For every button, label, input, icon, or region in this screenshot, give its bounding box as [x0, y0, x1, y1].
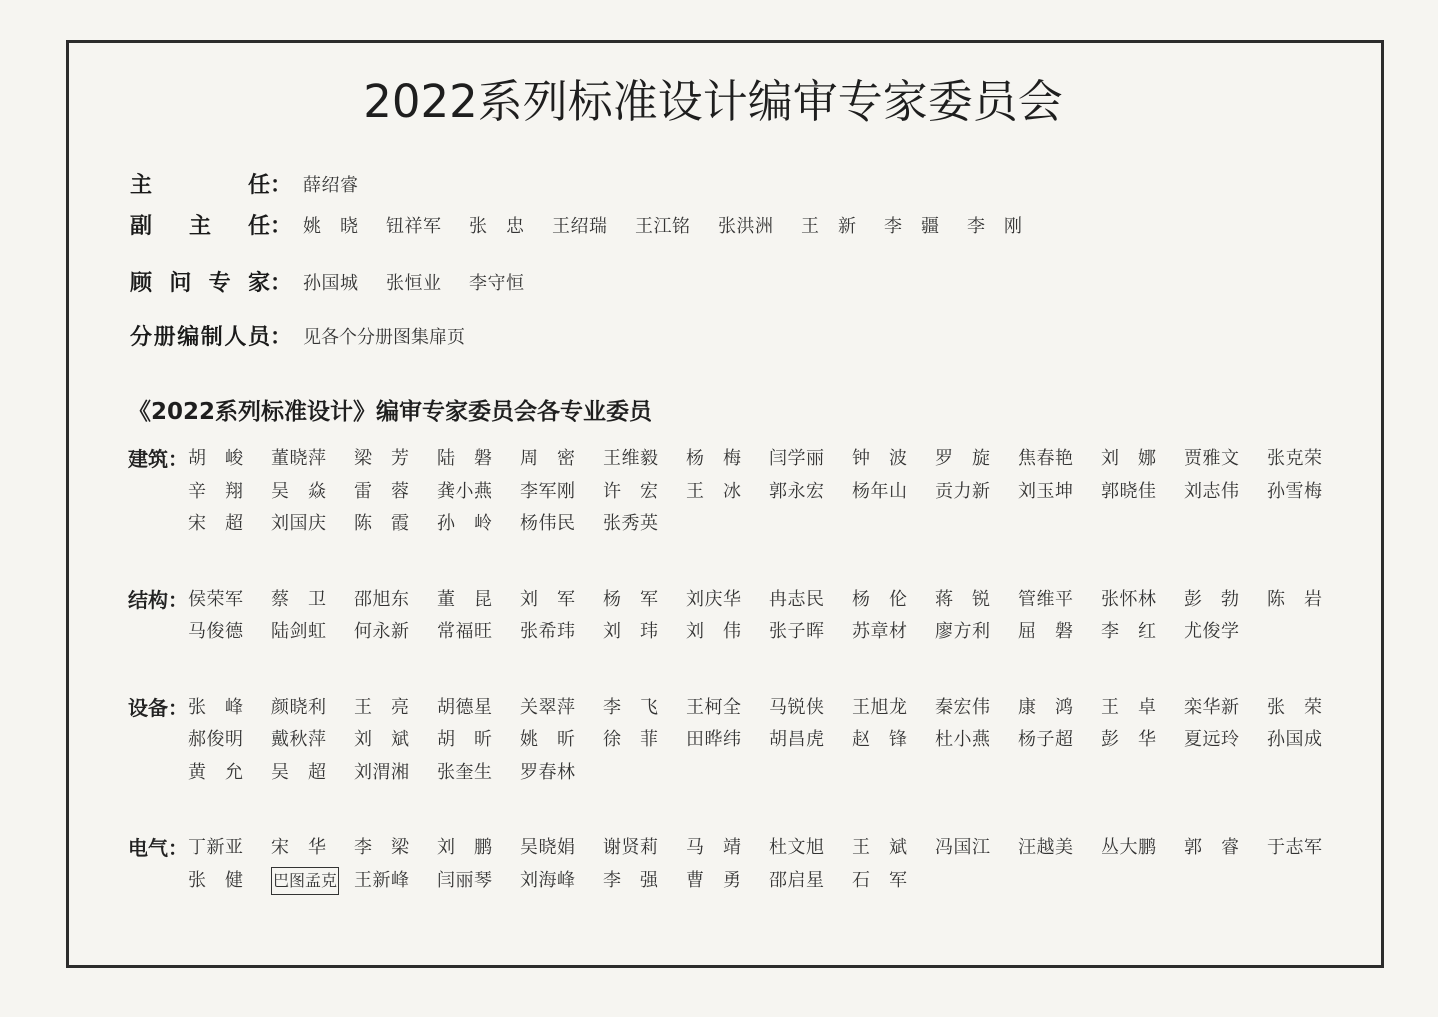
leader-name: 李守恒 — [469, 273, 524, 294]
member-name: 陈霞 — [354, 513, 409, 534]
member-name: 孙国成 — [1267, 729, 1322, 750]
leader-names — [303, 270, 552, 298]
member-name: 焦春艳 — [1018, 448, 1073, 469]
member-name: 龚小燕 — [437, 480, 492, 502]
leader-name: 王江铭 — [635, 216, 690, 237]
member-name: 郭永宏 — [769, 480, 824, 502]
member-name: 张荣 — [1267, 696, 1322, 718]
member-name: 丁新亚 — [188, 837, 243, 858]
group-rows — [188, 832, 1350, 897]
member-name: 于志军 — [1267, 837, 1322, 858]
member-name: 徐菲 — [603, 729, 658, 750]
member-name: 邵启星 — [769, 869, 824, 891]
member-name: 董昆 — [437, 588, 492, 610]
member-name: 杨子超 — [1018, 729, 1073, 750]
leader-colon: ： — [270, 173, 293, 198]
member-name: 杜小燕 — [935, 729, 990, 750]
member-name: 陈岩 — [1267, 588, 1322, 610]
group-rows — [188, 692, 1350, 790]
name-row — [188, 692, 1350, 725]
member-name: 秦宏伟 — [935, 696, 990, 718]
member-name: 杨年山 — [852, 480, 907, 502]
member-name: 张克荣 — [1267, 448, 1322, 469]
member-name: 刘志伟 — [1184, 480, 1239, 502]
leader-colon: ： — [270, 271, 293, 296]
leader-label: 分册编制人员 — [130, 325, 270, 350]
member-name: 王斌 — [852, 837, 907, 858]
section-heading: 《2022系列标准设计》编审专家委员会各专业委员 — [128, 399, 653, 425]
member-name: 董晓萍 — [271, 448, 326, 469]
member-name: 张怀林 — [1101, 588, 1156, 610]
member-name: 闫丽琴 — [437, 869, 492, 891]
member-name: 刘庆华 — [686, 588, 741, 610]
group-equipment — [128, 692, 1350, 790]
member-name: 贡力新 — [935, 480, 990, 502]
name-row — [188, 757, 1350, 790]
member-name: 赵锋 — [852, 729, 907, 750]
member-name: 陆剑虹 — [271, 621, 326, 642]
member-name: 吴晓娟 — [520, 837, 575, 858]
member-name: 宋超 — [188, 513, 243, 534]
member-name: 廖方利 — [935, 621, 990, 642]
member-name: 屈磐 — [1018, 621, 1073, 642]
name-row — [188, 832, 1350, 865]
name-row — [188, 584, 1350, 617]
member-name: 梁芳 — [354, 448, 409, 469]
member-name: 姚昕 — [520, 729, 575, 750]
name-row — [188, 508, 1350, 541]
member-name: 陆磐 — [437, 448, 492, 469]
member-name: 刘国庆 — [271, 513, 326, 534]
name-row — [188, 476, 1350, 509]
leader-row-director — [0, 172, 1400, 200]
leader-row-deputy-director — [0, 213, 1400, 241]
member-name: 张希玮 — [520, 621, 575, 642]
member-name: 石军 — [852, 869, 907, 891]
leader-name: 李疆 — [884, 216, 939, 237]
member-name: 胡昌虎 — [769, 729, 824, 750]
member-name: 王柯全 — [686, 696, 741, 718]
group-rows — [188, 584, 1350, 649]
leader-name: 张洪洲 — [718, 216, 773, 237]
leader-name: 孙国城 — [303, 273, 358, 294]
member-name: 张峰 — [188, 696, 243, 718]
member-name: 侯荣军 — [188, 588, 243, 610]
member-name: 罗旋 — [935, 448, 990, 469]
member-name: 戴秋萍 — [271, 729, 326, 750]
member-name: 马靖 — [686, 837, 741, 858]
member-name: 冯国江 — [935, 837, 990, 858]
member-name: 苏章材 — [852, 621, 907, 642]
leader-name: 钮祥军 — [386, 216, 441, 237]
leader-names — [303, 213, 1050, 241]
member-name: 吴焱 — [271, 480, 326, 502]
member-name: 贾雅文 — [1184, 448, 1239, 469]
member-name: 刘军 — [520, 588, 575, 610]
member-name: 谢贤莉 — [603, 837, 658, 858]
name-row — [188, 724, 1350, 757]
leader-name: 李刚 — [967, 216, 1022, 237]
member-name: 关翠萍 — [520, 696, 575, 718]
member-name: 吴超 — [271, 761, 326, 783]
member-name: 孙雪梅 — [1267, 480, 1322, 502]
leader-name: 薛绍睿 — [303, 175, 358, 196]
member-name: 张奎生 — [437, 761, 492, 783]
page-title: 2022系列标准设计编审专家委员会 — [363, 75, 1063, 128]
member-name: 马俊德 — [188, 621, 243, 642]
leader-name: 张忠 — [469, 216, 524, 237]
leader-label: 副主任 — [130, 214, 270, 239]
member-name: 李梁 — [354, 837, 409, 858]
name-row — [188, 443, 1350, 476]
member-name: 刘渭湘 — [354, 761, 409, 783]
member-name: 曹勇 — [686, 869, 741, 891]
group-label: 电气： — [128, 836, 188, 860]
member-name: 杨军 — [603, 588, 658, 610]
member-name: 许宏 — [603, 480, 658, 502]
members-list — [128, 443, 1350, 897]
name-row — [188, 616, 1350, 649]
member-name: 刘玮 — [603, 621, 658, 642]
member-name: 辛翔 — [188, 480, 243, 502]
member-name: 夏远玲 — [1184, 729, 1239, 750]
member-name: 郭晓佳 — [1101, 480, 1156, 502]
member-name: 刘海峰 — [520, 869, 575, 891]
group-label: 建筑： — [128, 447, 188, 471]
member-name: 王新峰 — [354, 869, 409, 891]
member-name: 李军刚 — [520, 480, 575, 502]
leader-label: 主任 — [130, 173, 270, 198]
member-name: 常福旺 — [437, 621, 492, 642]
member-name: 颜晓利 — [271, 696, 326, 718]
member-name: 丛大鹏 — [1101, 837, 1156, 858]
member-name: 康鸿 — [1018, 696, 1073, 718]
leader-name: 王新 — [801, 216, 856, 237]
member-name: 郝俊明 — [188, 729, 243, 750]
leader-names — [303, 172, 386, 200]
leader-name: 张恒业 — [386, 273, 441, 294]
member-name: 杨伟民 — [520, 513, 575, 534]
member-name: 周密 — [520, 448, 575, 469]
leader-row-volume-editors — [0, 324, 1400, 352]
group-structure — [128, 584, 1350, 649]
member-name: 张子晖 — [769, 621, 824, 642]
member-name: 刘伟 — [686, 621, 741, 642]
member-name: 刘鹏 — [437, 837, 492, 858]
member-name: 王维毅 — [603, 448, 658, 469]
member-name: 李飞 — [603, 696, 658, 718]
member-name: 汪越美 — [1018, 837, 1073, 858]
member-name: 王旭龙 — [852, 696, 907, 718]
group-architecture — [128, 443, 1350, 541]
member-name: 孙岭 — [437, 513, 492, 534]
member-name: 王亮 — [354, 696, 409, 718]
member-name: 栾华新 — [1184, 696, 1239, 718]
member-name: 张秀英 — [603, 513, 658, 534]
member-name: 胡德星 — [437, 696, 492, 718]
member-name: 胡昕 — [437, 729, 492, 750]
leader-note: 见各个分册图集扉页 — [303, 327, 465, 348]
member-name: 杨伦 — [852, 588, 907, 610]
group-label: 设备： — [128, 695, 188, 720]
member-name: 巴图孟克 — [271, 867, 339, 895]
member-name: 雷蓉 — [354, 480, 409, 502]
leader-colon: ： — [270, 325, 293, 350]
member-name: 何永新 — [354, 621, 409, 642]
leader-name: 姚晓 — [303, 216, 358, 237]
member-name: 刘斌 — [354, 729, 409, 750]
name-row — [188, 865, 1350, 898]
member-name: 杨梅 — [686, 448, 741, 469]
member-name: 蔡卫 — [271, 588, 326, 610]
member-name: 尤俊学 — [1184, 621, 1239, 642]
group-rows — [188, 443, 1350, 541]
member-name: 田晔纬 — [686, 729, 741, 750]
leader-label: 顾问专家 — [130, 271, 270, 296]
member-name: 张健 — [188, 869, 243, 891]
leader-colon: ： — [270, 214, 293, 239]
member-name: 郭睿 — [1184, 837, 1239, 858]
member-name: 闫学丽 — [769, 448, 824, 469]
member-name: 罗春林 — [520, 761, 575, 783]
member-name: 马锐侠 — [769, 696, 824, 718]
member-name: 彭华 — [1101, 729, 1156, 750]
member-name: 王卓 — [1101, 696, 1156, 718]
member-name: 王冰 — [686, 480, 741, 502]
leader-name: 王绍瑞 — [552, 216, 607, 237]
member-name: 宋华 — [271, 837, 326, 858]
member-name: 冉志民 — [769, 588, 824, 610]
group-label: 结构： — [128, 587, 188, 612]
member-name: 黄允 — [188, 761, 243, 783]
member-name: 邵旭东 — [354, 588, 409, 610]
member-name: 李强 — [603, 869, 658, 891]
group-electrical — [128, 832, 1350, 897]
member-name: 刘玉坤 — [1018, 480, 1073, 502]
member-name: 彭勃 — [1184, 588, 1239, 610]
member-name: 管维平 — [1018, 588, 1073, 610]
member-name: 杜文旭 — [769, 837, 824, 858]
leader-row-advisors — [0, 270, 1400, 298]
member-name: 李红 — [1101, 621, 1156, 642]
member-name: 刘娜 — [1101, 448, 1156, 469]
member-name: 胡峻 — [188, 448, 243, 469]
member-name: 蒋锐 — [935, 588, 990, 610]
member-name: 钟波 — [852, 448, 907, 469]
